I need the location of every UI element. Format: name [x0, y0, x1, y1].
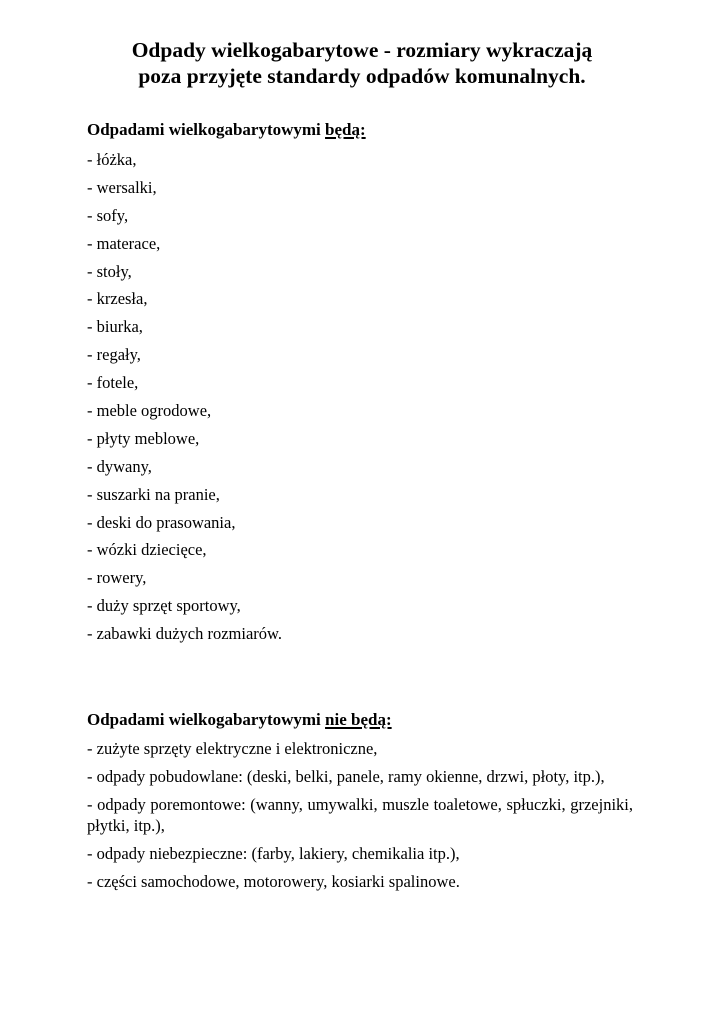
list-item: - części samochodowe, motorowery, kosiarki spalinowe.: [87, 872, 460, 891]
list-item: - odpady pobudowlane: (deski, belki, panele, ramy okienne, drzwi, płoty, itp.),: [87, 767, 605, 786]
list-item: - odpady niebezpieczne: (farby, lakiery, chemikalia itp.),: [87, 844, 460, 863]
excluded-heading: [87, 709, 392, 731]
list-item: - stoły,: [87, 261, 132, 281]
included-heading-emphasis: będą:: [325, 120, 366, 139]
excluded-items-list: [87, 738, 633, 899]
list-item: - suszarki na pranie,: [87, 484, 220, 504]
list-item: - łóżka,: [87, 150, 137, 169]
list-item: - biurka,: [87, 317, 143, 337]
list-item: - materace,: [87, 233, 161, 253]
list-item: - zabawki dużych rozmiarów.: [87, 624, 283, 644]
included-items-list: [87, 146, 282, 648]
included-heading-prefix: Odpadami wielkogabarytowymi: [87, 120, 326, 139]
list-item: - dywany,: [87, 456, 152, 476]
list-item: - wózki dziecięce,: [87, 540, 207, 560]
list-item: - zużyte sprzęty elektryczne i elektroniczne,: [87, 739, 378, 758]
document-title: [60, 37, 664, 89]
list-item: - rowery,: [87, 568, 147, 588]
list-item: - regały,: [87, 345, 141, 365]
title-line-1: Odpady wielkogabarytowe - rozmiary wykraczają: [131, 38, 593, 62]
excluded-heading-emphasis: nie będą:: [325, 710, 392, 729]
list-item: - płyty meblowe,: [87, 428, 200, 448]
list-item: - duży sprzęt sportowy,: [87, 596, 241, 616]
included-heading: [87, 119, 366, 141]
list-item: - krzesła,: [87, 289, 148, 309]
list-item: - fotele,: [87, 373, 139, 393]
list-item: - meble ogrodowe,: [87, 401, 212, 421]
title-line-2: poza przyjęte standardy odpadów komunalnych.: [138, 64, 586, 88]
list-item: - odpady poremontowe: (wanny, umywalki, muszle toaletowe, spłuczki, grzejniki, płytki, itp.),: [87, 795, 633, 835]
excluded-heading-prefix: Odpadami wielkogabarytowymi: [87, 710, 326, 729]
list-item: - sofy,: [87, 205, 129, 225]
list-item: - wersalki,: [87, 177, 157, 197]
list-item: - deski do prasowania,: [87, 512, 236, 532]
